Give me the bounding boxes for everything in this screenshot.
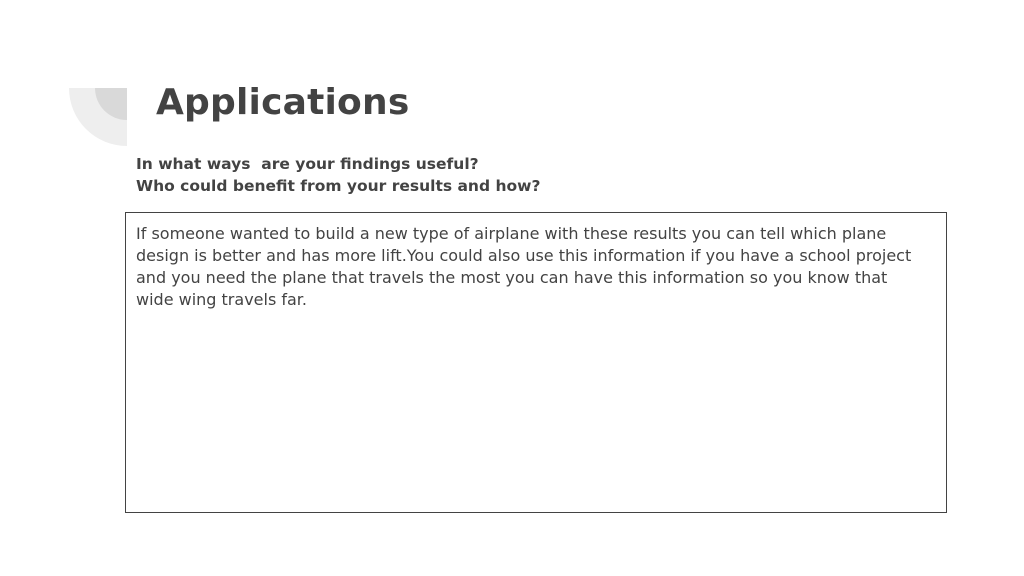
answer-text: If someone wanted to build a new type of airplane with these results you can tell which plane design is better and has more lift.You could also use this information if you have a school project and you need the plane that travels the most you can have this information so you know that wide wing travels far.	[136, 224, 912, 309]
question-prompt	[136, 153, 956, 197]
question-line-1: In what ways are your findings useful?	[136, 155, 479, 173]
slide-title: Applications	[156, 82, 410, 123]
answer-text-box[interactable]	[125, 212, 947, 513]
quarter-circle-icon	[69, 88, 127, 146]
question-line-2: Who could benefit from your results and how?	[136, 177, 541, 195]
